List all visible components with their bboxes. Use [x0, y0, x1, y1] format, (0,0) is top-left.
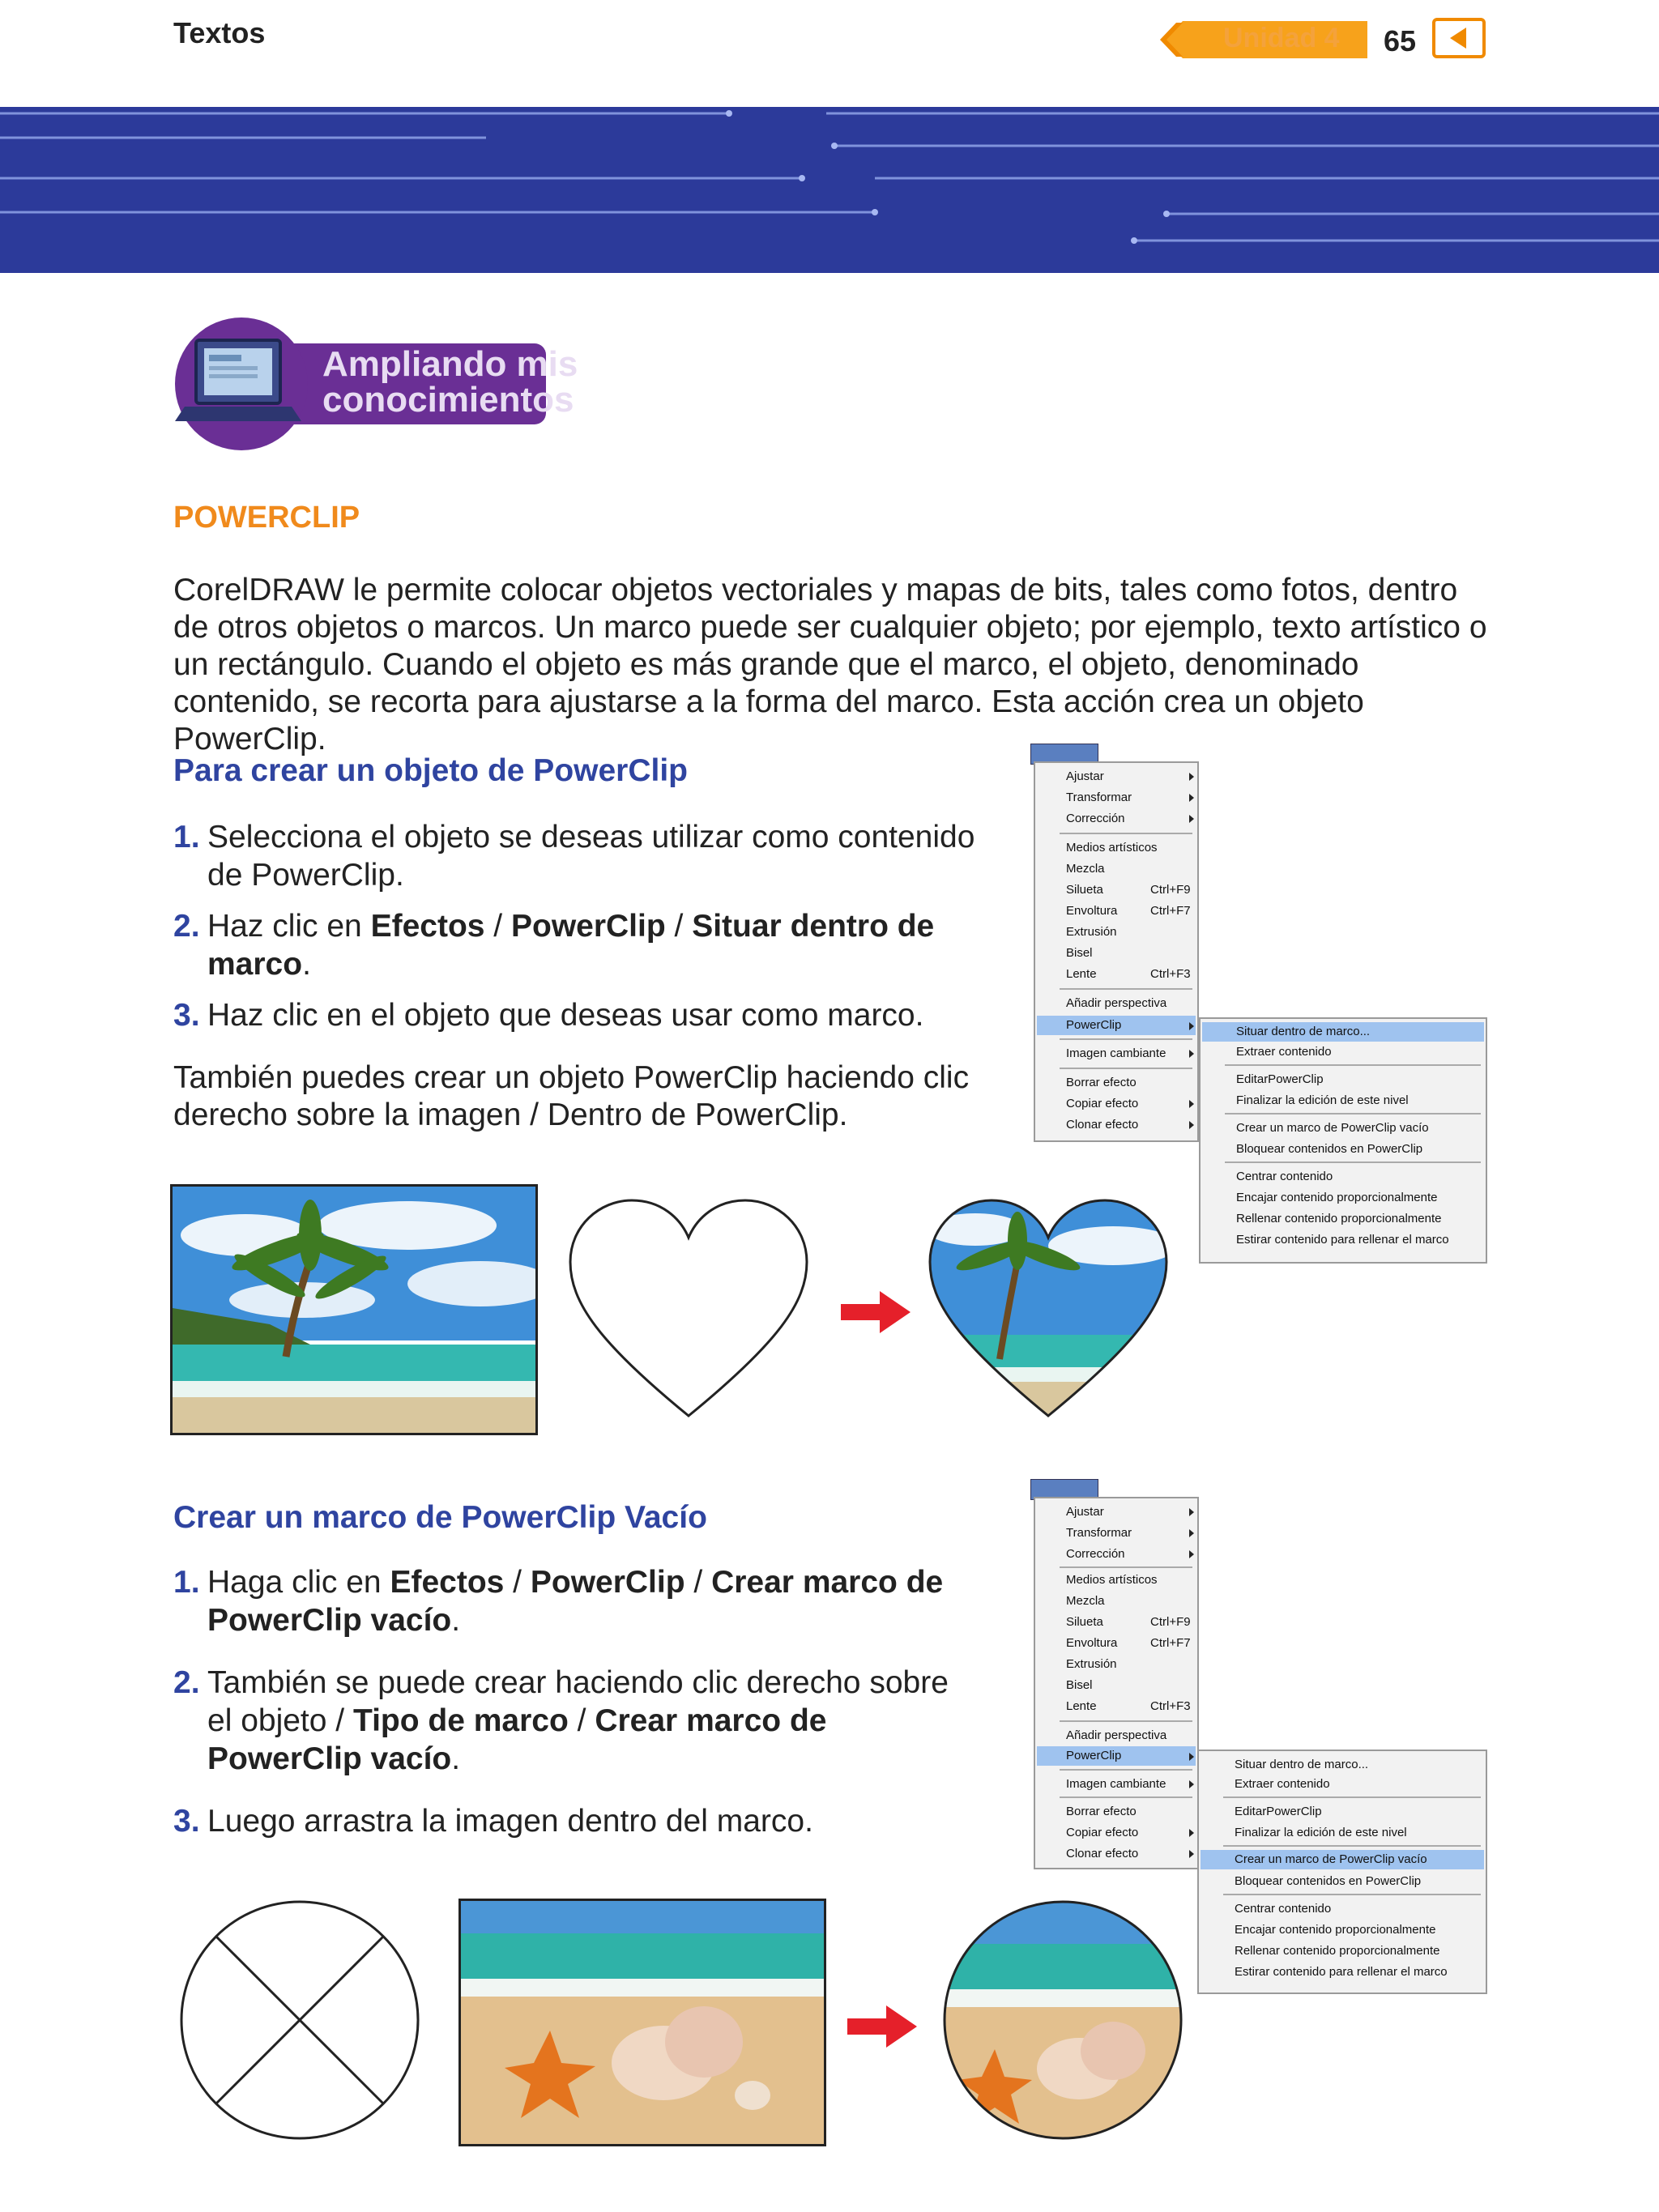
step-text: .: [451, 1741, 461, 1776]
effects-menu: [1034, 1497, 1199, 1869]
page-title: POWERCLIP: [173, 501, 360, 535]
submenu-item[interactable]: Finalizar la edición de este nivel: [1236, 1093, 1409, 1107]
step-sep: /: [684, 1565, 712, 1600]
submenu-item[interactable]: Finalizar la edición de este nivel: [1235, 1826, 1407, 1839]
step-bold: Tipo de marco: [352, 1703, 569, 1738]
step-number: 2.: [173, 1665, 200, 1700]
step-text: Haz clic en el objeto que deseas usar como marco.: [207, 998, 924, 1033]
menu-item[interactable]: Imagen cambiante: [1066, 1777, 1166, 1791]
menu-item[interactable]: Silueta: [1066, 1615, 1103, 1629]
section1-note: También puedes crear un objeto PowerClip haciendo clic derecho sobre la imagen / Dentro de PowerClip.: [173, 1060, 970, 1132]
menu-item[interactable]: Mezcla: [1066, 1594, 1105, 1608]
menu-item[interactable]: Envoltura: [1066, 1636, 1118, 1650]
step-number: 3.: [173, 998, 200, 1033]
effects-menu: [1034, 761, 1199, 1142]
empty-circle-frame: [178, 1899, 421, 2142]
submenu-item[interactable]: EditarPowerClip: [1236, 1072, 1324, 1086]
submenu-item[interactable]: EditarPowerClip: [1235, 1805, 1322, 1818]
menu-item[interactable]: Copiar efecto: [1066, 1826, 1139, 1839]
submenu-item[interactable]: Bloquear contenidos en PowerClip: [1236, 1142, 1423, 1156]
section1-steps: [173, 818, 983, 1047]
submenu-item[interactable]: Crear un marco de PowerClip vacío: [1236, 1121, 1429, 1135]
step-bold: PowerClip: [510, 909, 666, 944]
submenu-item[interactable]: Estirar contenido para rellenar el marco: [1236, 1233, 1449, 1247]
badge-line2: conocimientos: [322, 380, 574, 420]
beach-palm-photo: [170, 1184, 538, 1435]
menu-item[interactable]: Mezcla: [1066, 862, 1105, 876]
menu-item[interactable]: Bisel: [1066, 1678, 1093, 1692]
step-number: 3.: [173, 1804, 200, 1839]
submenu-item[interactable]: Encajar contenido proporcionalmente: [1236, 1191, 1438, 1204]
step-text: Luego arrastra la imagen dentro del marco.: [207, 1804, 813, 1839]
submenu-item[interactable]: Estirar contenido para rellenar el marco: [1235, 1965, 1448, 1979]
step-bold: Crear marco de PowerClip vacío: [207, 1565, 944, 1638]
submenu-item[interactable]: Encajar contenido proporcionalmente: [1235, 1923, 1436, 1937]
step-sep: /: [568, 1703, 595, 1738]
header-banner: [0, 107, 1659, 273]
menu-item[interactable]: Corrección: [1066, 812, 1125, 825]
step-bold: Situar dentro de marco: [207, 909, 935, 982]
arrow-right-icon: [839, 1289, 912, 1335]
menu-item[interactable]: Medios artísticos: [1066, 841, 1158, 855]
menu-item[interactable]: Lente: [1066, 967, 1097, 981]
step-sep: /: [665, 909, 693, 944]
menu-item[interactable]: Imagen cambiante: [1066, 1046, 1166, 1060]
starfish-beach-photo: [458, 1899, 826, 2146]
menu-item[interactable]: Extrusión: [1066, 925, 1117, 939]
menu-item-powerclip[interactable]: PowerClip: [1066, 1018, 1122, 1032]
menu-item[interactable]: Lente: [1066, 1699, 1097, 1713]
list-item: [173, 818, 983, 894]
step-text: También se puede crear haciendo clic derecho sobre el objeto /: [207, 1665, 949, 1738]
menu-item[interactable]: Clonar efecto: [1066, 1118, 1139, 1132]
shortcut: Ctrl+F7: [1150, 904, 1191, 918]
step-text: Selecciona el objeto se deseas utilizar como contenido de PowerClip.: [207, 820, 975, 893]
submenu-item[interactable]: Rellenar contenido proporcionalmente: [1236, 1212, 1442, 1225]
step-text: Haz clic en: [207, 909, 371, 944]
circle-powerclip-result: [941, 1899, 1184, 2142]
step-number: 1.: [173, 820, 200, 855]
heart-frame-shape: [567, 1197, 810, 1419]
menu-item[interactable]: Transformar: [1066, 791, 1132, 804]
arrow-right-icon: [846, 2004, 919, 2049]
step-bold: PowerClip: [530, 1565, 685, 1600]
step-bold: Efectos: [370, 909, 485, 944]
menu-item[interactable]: Borrar efecto: [1066, 1076, 1137, 1089]
back-button[interactable]: [1432, 18, 1486, 58]
menu-item[interactable]: Transformar: [1066, 1526, 1132, 1540]
menu-item[interactable]: Ajustar: [1066, 769, 1104, 783]
unit-label: Unidad 4: [1223, 23, 1340, 53]
submenu-item-selected[interactable]: Crear un marco de PowerClip vacío: [1235, 1852, 1427, 1866]
step-sep: /: [504, 1565, 531, 1600]
menu-item[interactable]: Añadir perspectiva: [1066, 996, 1167, 1010]
menu-item[interactable]: Silueta: [1066, 883, 1103, 897]
submenu-item[interactable]: Centrar contenido: [1236, 1170, 1333, 1183]
list-item: [173, 1563, 975, 1639]
step-text: .: [451, 1603, 461, 1638]
menu-item[interactable]: Envoltura: [1066, 904, 1118, 918]
menu-item[interactable]: Clonar efecto: [1066, 1847, 1139, 1860]
shortcut: Ctrl+F3: [1150, 1699, 1191, 1713]
submenu-item[interactable]: Bloquear contenidos en PowerClip: [1235, 1874, 1422, 1888]
submenu-item[interactable]: Centrar contenido: [1235, 1902, 1332, 1916]
powerclip-submenu: [1197, 1750, 1487, 1994]
intro-paragraph: CorelDRAW le permite colocar objetos vectoriales y mapas de bits, tales como fotos, dentro de otros objetos o marcos. Un marco puede ser cualquier objeto; por ejemplo, texto artístico o un rectángulo. Cuando el objeto es más grande que el marco, el objeto, denominado contenido, se recorta para ajustarse a la forma del marco. Esta acción crea un objeto PowerClip.: [173, 573, 1487, 757]
menu-item[interactable]: Medios artísticos: [1066, 1573, 1158, 1587]
section1-heading: Para crear un objeto de PowerClip: [173, 753, 689, 788]
menu-item[interactable]: Corrección: [1066, 1547, 1125, 1561]
step-text: Haga clic en: [207, 1565, 390, 1600]
section2-steps: [173, 1563, 975, 1853]
shortcut: Ctrl+F9: [1150, 1615, 1191, 1629]
menu-item[interactable]: Añadir perspectiva: [1066, 1728, 1167, 1742]
knowledge-badge-text: [322, 344, 578, 420]
step-sep: /: [484, 909, 511, 944]
submenu-item-selected[interactable]: Situar dentro de marco...: [1236, 1025, 1371, 1038]
list-item: [173, 996, 983, 1034]
triangle-left-icon: [1435, 21, 1482, 55]
list-item: [173, 1802, 975, 1840]
step-bold: Efectos: [390, 1565, 505, 1600]
menu-item[interactable]: Ajustar: [1066, 1505, 1104, 1519]
section-label: Textos: [173, 16, 266, 49]
badge-line1: Ampliando mis: [322, 344, 578, 384]
list-item: [173, 1664, 975, 1778]
menu-item-powerclip[interactable]: PowerClip: [1066, 1749, 1122, 1762]
submenu-item[interactable]: Situar dentro de marco...: [1235, 1758, 1369, 1771]
menu-item[interactable]: Copiar efecto: [1066, 1097, 1139, 1110]
shortcut: Ctrl+F3: [1150, 967, 1191, 981]
menu-item[interactable]: Extrusión: [1066, 1657, 1117, 1671]
page-number: 65: [1384, 24, 1417, 58]
heart-powerclip-result: [927, 1197, 1170, 1419]
step-text: .: [302, 947, 311, 982]
shortcut: Ctrl+F9: [1150, 883, 1191, 897]
submenu-item[interactable]: Extraer contenido: [1236, 1045, 1332, 1059]
powerclip-submenu: [1199, 1017, 1487, 1264]
step-number: 2.: [173, 909, 200, 944]
list-item: [173, 907, 983, 983]
shortcut: Ctrl+F7: [1150, 1636, 1191, 1650]
submenu-item[interactable]: Extraer contenido: [1235, 1777, 1330, 1791]
menu-item[interactable]: Bisel: [1066, 946, 1093, 960]
submenu-item[interactable]: Rellenar contenido proporcionalmente: [1235, 1944, 1440, 1958]
step-number: 1.: [173, 1565, 200, 1600]
step-bold: Crear marco de PowerClip vacío: [207, 1703, 827, 1776]
menu-item[interactable]: Borrar efecto: [1066, 1805, 1137, 1818]
section2-heading: Crear un marco de PowerClip Vacío: [173, 1500, 707, 1535]
